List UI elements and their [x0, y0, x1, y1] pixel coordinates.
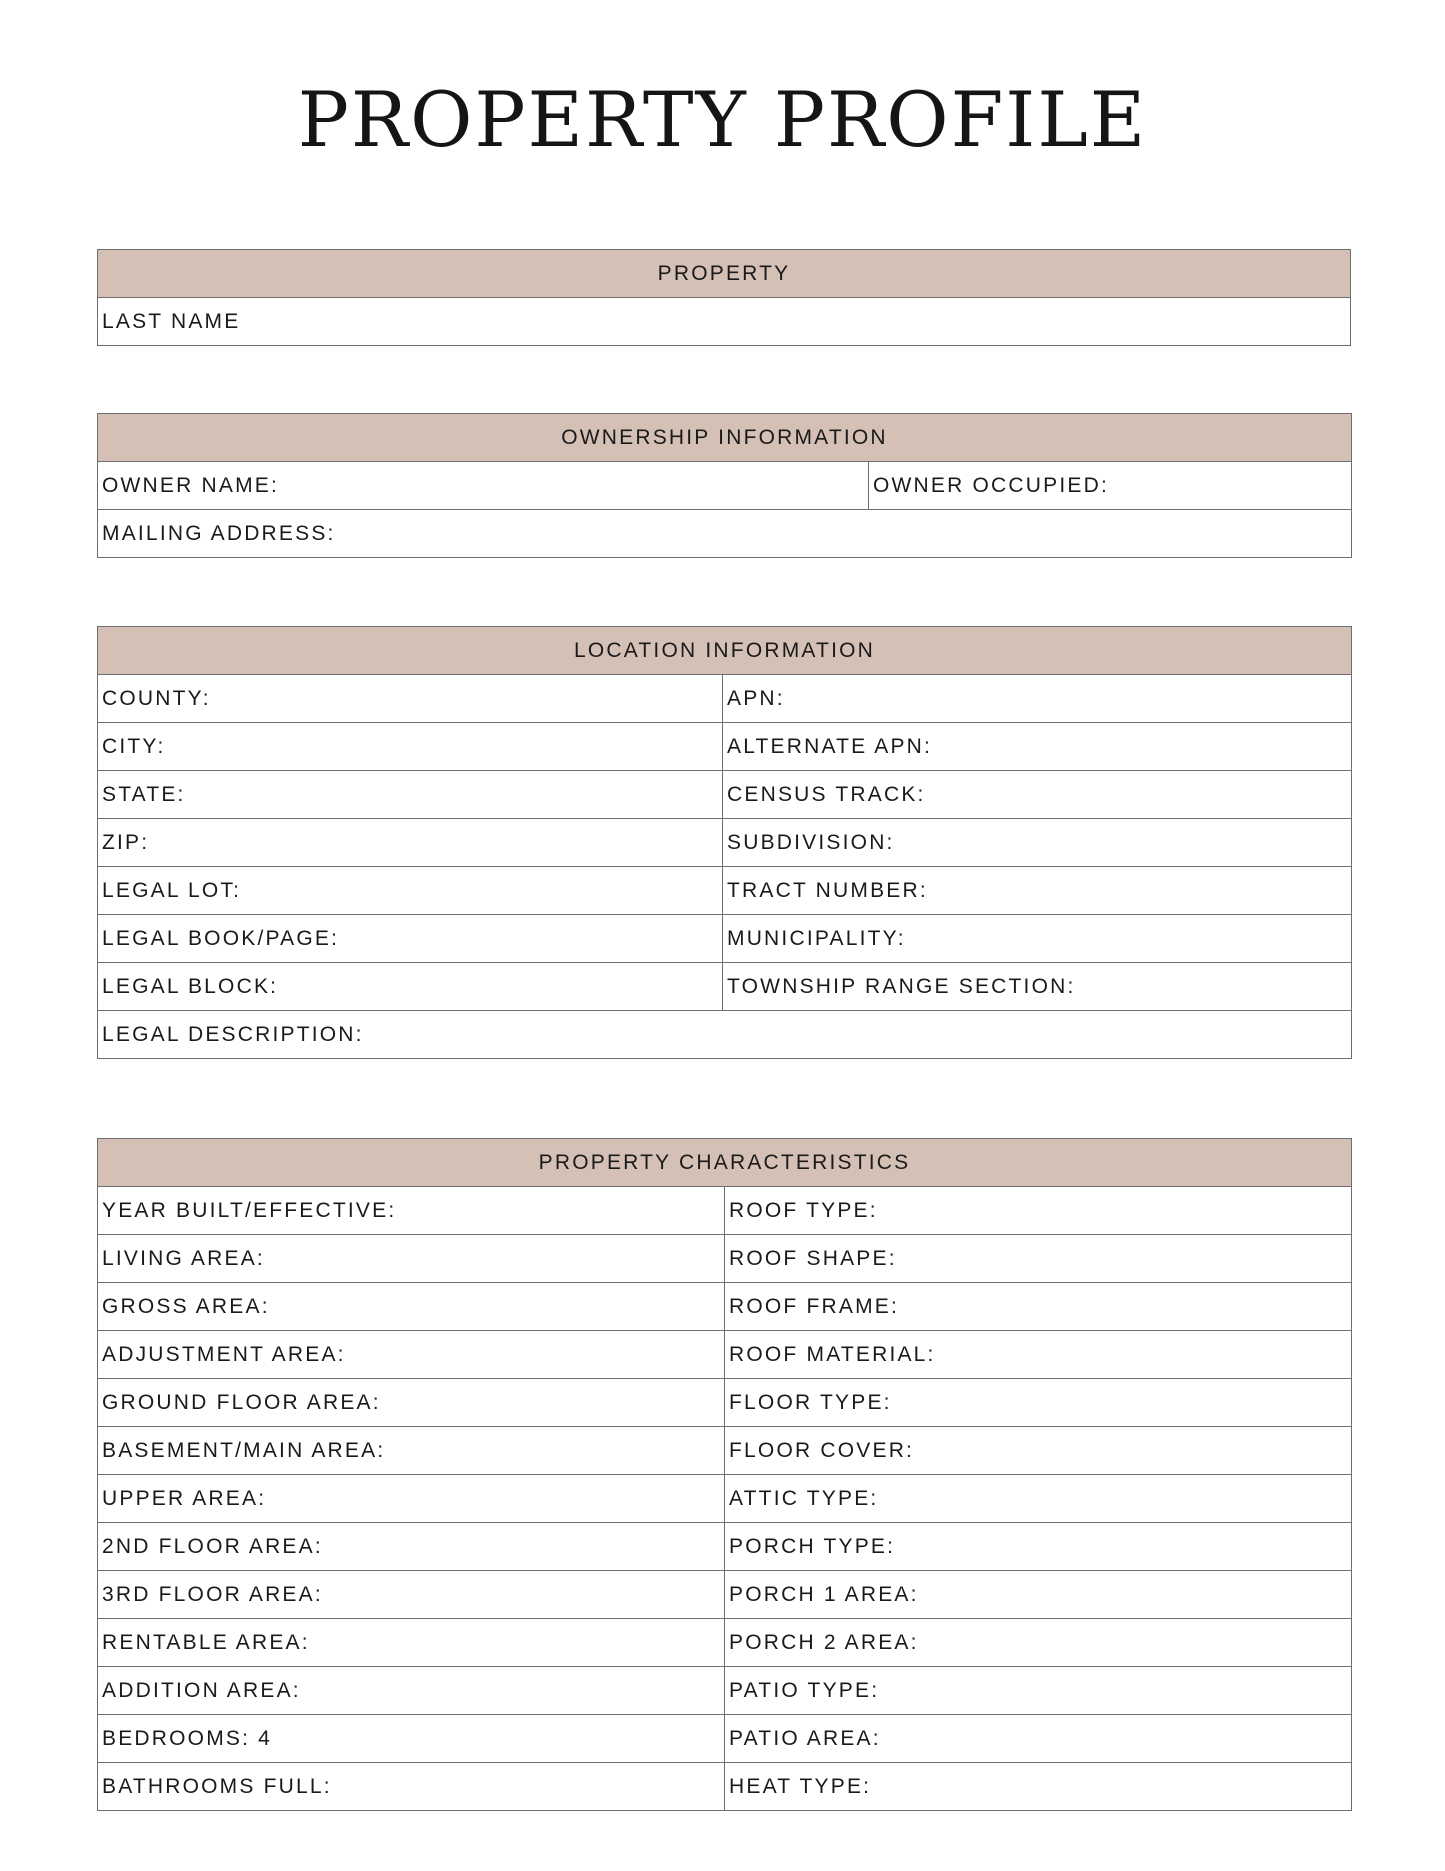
living-area-field[interactable]: LIVING AREA:	[98, 1235, 725, 1283]
table-row	[98, 1475, 1352, 1523]
characteristics-section	[97, 1138, 1352, 1811]
year-built-field[interactable]: YEAR BUILT/EFFECTIVE:	[98, 1187, 725, 1235]
last-name-field[interactable]: LAST NAME	[98, 298, 1351, 346]
ownership-section	[97, 413, 1352, 558]
table-row	[98, 1427, 1352, 1475]
second-floor-area-field[interactable]: 2ND FLOOR AREA:	[98, 1523, 725, 1571]
table-row	[98, 1331, 1352, 1379]
floor-type-field[interactable]: FLOOR TYPE:	[725, 1379, 1352, 1427]
apn-field[interactable]: APN:	[723, 675, 1352, 723]
legal-block-field[interactable]: LEGAL BLOCK:	[98, 963, 723, 1011]
alternate-apn-field[interactable]: ALTERNATE APN:	[723, 723, 1352, 771]
state-field[interactable]: STATE:	[98, 771, 723, 819]
property-heading: PROPERTY	[98, 250, 1351, 298]
table-row	[98, 675, 1352, 723]
table-row	[98, 1667, 1352, 1715]
municipality-field[interactable]: MUNICIPALITY:	[723, 915, 1352, 963]
city-field[interactable]: CITY:	[98, 723, 723, 771]
table-row	[98, 1715, 1352, 1763]
table-row	[98, 1187, 1352, 1235]
upper-area-field[interactable]: UPPER AREA:	[98, 1475, 725, 1523]
owner-occupied-field[interactable]: OWNER OCCUPIED:	[869, 462, 1352, 510]
county-field[interactable]: COUNTY:	[98, 675, 723, 723]
addition-area-field[interactable]: ADDITION AREA:	[98, 1667, 725, 1715]
ground-floor-area-field[interactable]: GROUND FLOOR AREA:	[98, 1379, 725, 1427]
location-section	[97, 626, 1352, 1059]
table-row	[98, 1571, 1352, 1619]
characteristics-heading: PROPERTY CHARACTERISTICS	[98, 1139, 1352, 1187]
table-row	[98, 723, 1352, 771]
basement-main-area-field[interactable]: BASEMENT/MAIN AREA:	[98, 1427, 725, 1475]
porch-2-area-field[interactable]: PORCH 2 AREA:	[725, 1619, 1352, 1667]
mailing-address-field[interactable]: MAILING ADDRESS:	[98, 510, 1352, 558]
bathrooms-full-field[interactable]: BATHROOMS FULL:	[98, 1763, 725, 1811]
table-row	[98, 1235, 1352, 1283]
legal-book-page-field[interactable]: LEGAL BOOK/PAGE:	[98, 915, 723, 963]
roof-type-field[interactable]: ROOF TYPE:	[725, 1187, 1352, 1235]
roof-material-field[interactable]: ROOF MATERIAL:	[725, 1331, 1352, 1379]
porch-1-area-field[interactable]: PORCH 1 AREA:	[725, 1571, 1352, 1619]
heat-type-field[interactable]: HEAT TYPE:	[725, 1763, 1352, 1811]
ownership-heading: OWNERSHIP INFORMATION	[98, 414, 1352, 462]
zip-field[interactable]: ZIP:	[98, 819, 723, 867]
census-track-field[interactable]: CENSUS TRACK:	[723, 771, 1352, 819]
tract-number-field[interactable]: TRACT NUMBER:	[723, 867, 1352, 915]
property-section	[97, 249, 1351, 346]
bedrooms-field[interactable]: BEDROOMS: 4	[98, 1715, 725, 1763]
roof-shape-field[interactable]: ROOF SHAPE:	[725, 1235, 1352, 1283]
legal-description-field[interactable]: LEGAL DESCRIPTION:	[98, 1011, 1352, 1059]
page-title: PROPERTY PROFILE	[297, 75, 1148, 164]
township-range-section-field[interactable]: TOWNSHIP RANGE SECTION:	[723, 963, 1352, 1011]
table-row	[98, 1619, 1352, 1667]
table-row	[98, 915, 1352, 963]
porch-type-field[interactable]: PORCH TYPE:	[725, 1523, 1352, 1571]
location-heading: LOCATION INFORMATION	[98, 627, 1352, 675]
table-row	[98, 1379, 1352, 1427]
patio-area-field[interactable]: PATIO AREA:	[725, 1715, 1352, 1763]
table-row	[98, 771, 1352, 819]
floor-cover-field[interactable]: FLOOR COVER:	[725, 1427, 1352, 1475]
legal-lot-field[interactable]: LEGAL LOT:	[98, 867, 723, 915]
adjustment-area-field[interactable]: ADJUSTMENT AREA:	[98, 1331, 725, 1379]
table-row	[98, 1523, 1352, 1571]
table-row	[98, 867, 1352, 915]
table-row	[98, 1283, 1352, 1331]
table-row	[98, 1011, 1352, 1059]
subdivision-field[interactable]: SUBDIVISION:	[723, 819, 1352, 867]
third-floor-area-field[interactable]: 3RD FLOOR AREA:	[98, 1571, 725, 1619]
table-row	[98, 819, 1352, 867]
table-row	[98, 963, 1352, 1011]
roof-frame-field[interactable]: ROOF FRAME:	[725, 1283, 1352, 1331]
owner-name-field[interactable]: OWNER NAME:	[98, 462, 869, 510]
rentable-area-field[interactable]: RENTABLE AREA:	[98, 1619, 725, 1667]
gross-area-field[interactable]: GROSS AREA:	[98, 1283, 725, 1331]
table-row	[98, 1763, 1352, 1811]
patio-type-field[interactable]: PATIO TYPE:	[725, 1667, 1352, 1715]
attic-type-field[interactable]: ATTIC TYPE:	[725, 1475, 1352, 1523]
